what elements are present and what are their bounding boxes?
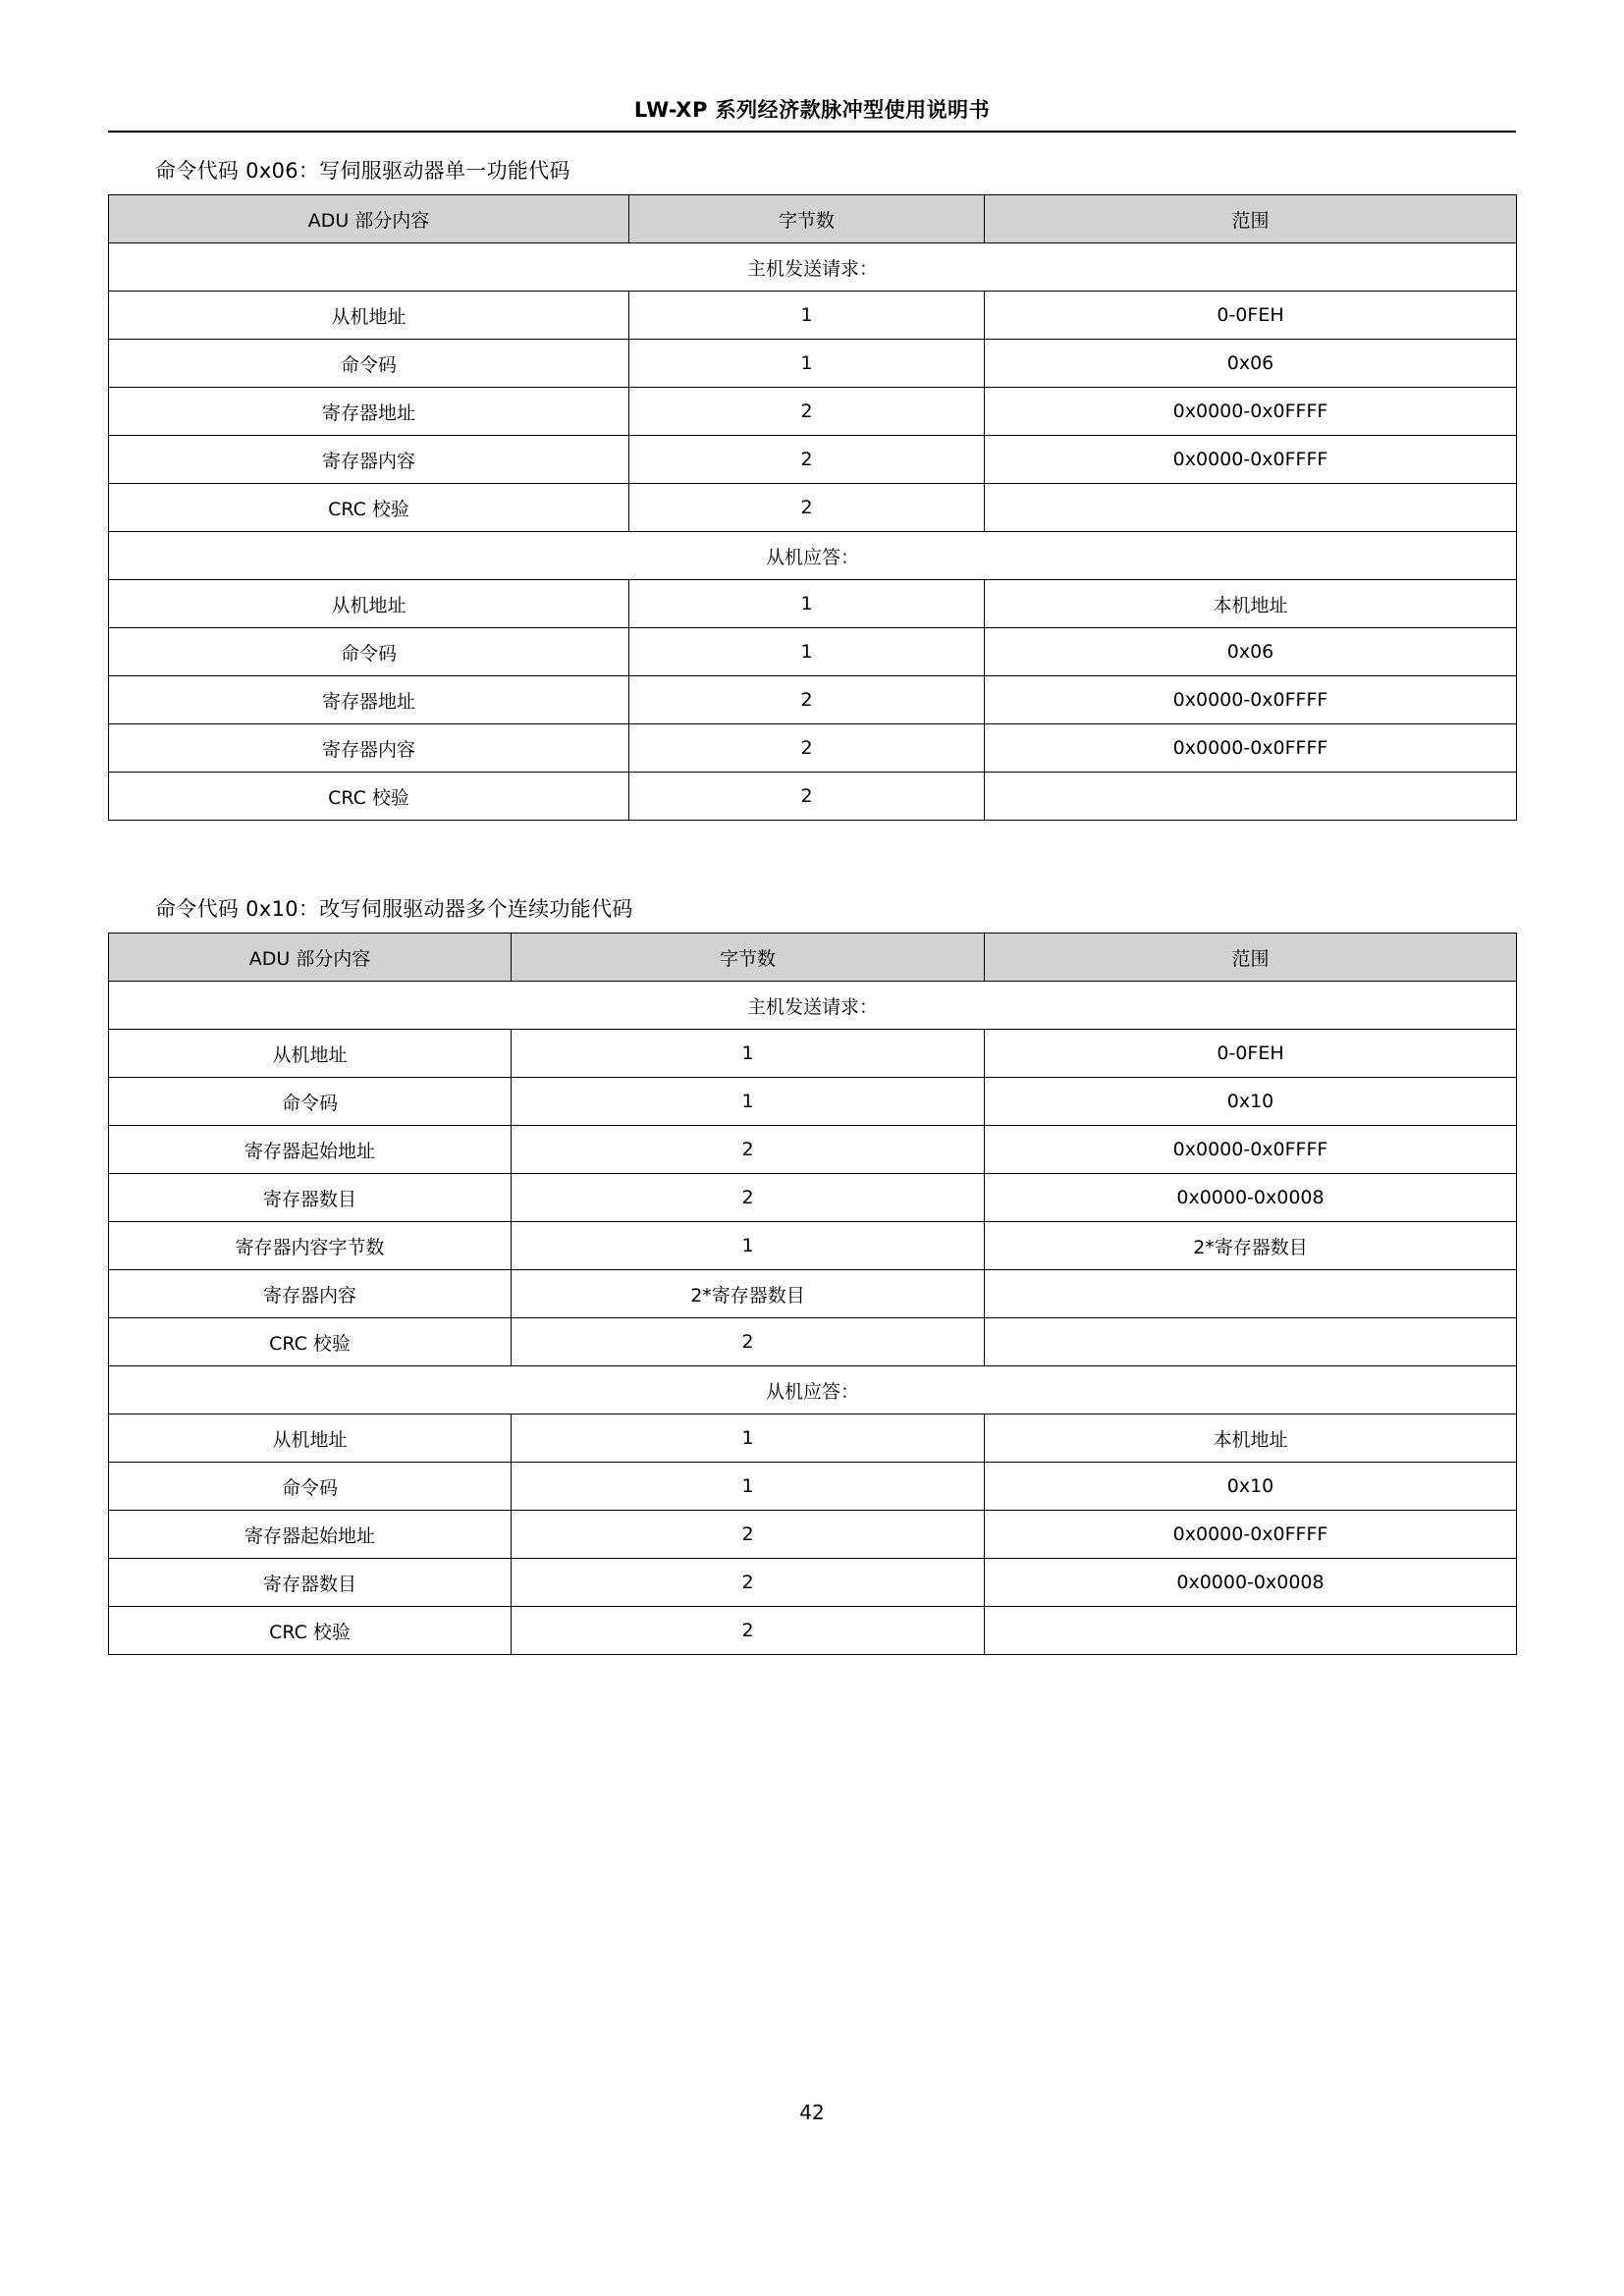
cell-adu: 寄存器地址	[109, 388, 629, 436]
modbus-table-0x06	[108, 194, 1517, 821]
cell-bytes: 1	[629, 580, 985, 628]
cell-range: 0x10	[985, 1078, 1517, 1126]
cell-adu: 寄存器起始地址	[109, 1126, 512, 1174]
cell-range: 0x06	[985, 628, 1517, 676]
cell-adu: 从机地址	[109, 292, 629, 340]
cell-adu: 寄存器地址	[109, 676, 629, 724]
cell-bytes: 2	[512, 1318, 985, 1366]
cell-adu: 从机地址	[109, 1415, 512, 1463]
table-row	[109, 1222, 1517, 1270]
cell-adu: 命令码	[109, 1078, 512, 1126]
page-content	[108, 147, 1516, 1655]
cell-adu: 从机地址	[109, 1030, 512, 1078]
cell-adu: 寄存器内容	[109, 436, 629, 484]
table-header-row	[109, 195, 1517, 243]
cell-adu: 寄存器内容	[109, 724, 629, 773]
cell-bytes: 2	[629, 676, 985, 724]
section-label-request: 主机发送请求：	[109, 982, 1517, 1030]
cell-adu: 寄存器起始地址	[109, 1511, 512, 1559]
cell-bytes: 2	[512, 1511, 985, 1559]
cell-range: 0x0000-0x0FFFF	[985, 676, 1517, 724]
cell-range: 0x0000-0x0FFFF	[985, 1511, 1517, 1559]
cell-bytes: 2	[512, 1607, 985, 1655]
table-row	[109, 628, 1517, 676]
table-section-row	[109, 243, 1517, 292]
section-label-request: 主机发送请求：	[109, 243, 1517, 292]
column-header-bytes: 字节数	[629, 195, 985, 243]
table-row	[109, 1463, 1517, 1511]
section-label-response: 从机应答：	[109, 1366, 1517, 1415]
cell-range: 本机地址	[985, 1415, 1517, 1463]
cell-range: 0x0000-0x0FFFF	[985, 724, 1517, 773]
column-header-adu: ADU 部分内容	[109, 195, 629, 243]
cell-bytes: 2	[512, 1559, 985, 1607]
table-row	[109, 1559, 1517, 1607]
cell-bytes: 2	[629, 773, 985, 821]
modbus-table-0x10	[108, 933, 1517, 1655]
table-caption-2: 命令代码 0x10：改写伺服驱动器多个连续功能代码	[155, 897, 633, 921]
cell-bytes: 2	[629, 484, 985, 532]
cell-range: 本机地址	[985, 580, 1517, 628]
cell-bytes: 2*寄存器数目	[512, 1270, 985, 1318]
cell-adu: 从机地址	[109, 580, 629, 628]
cell-range: 0x0000-0x0FFFF	[985, 436, 1517, 484]
cell-bytes: 2	[629, 436, 985, 484]
table-row	[109, 388, 1517, 436]
table-row	[109, 1270, 1517, 1318]
table-caption-1: 命令代码 0x06：写伺服驱动器单一功能代码	[155, 159, 570, 183]
cell-adu: CRC 校验	[109, 484, 629, 532]
page-number: 42	[799, 2101, 825, 2124]
table-row	[109, 1030, 1517, 1078]
column-header-adu: ADU 部分内容	[109, 934, 512, 982]
table-row	[109, 1415, 1517, 1463]
cell-range: 0x0000-0x0008	[985, 1559, 1517, 1607]
table-row	[109, 1607, 1517, 1655]
cell-range: 0-0FEH	[985, 1030, 1517, 1078]
cell-adu: 寄存器数目	[109, 1559, 512, 1607]
header-divider	[108, 131, 1516, 133]
cell-range: 0x0000-0x0008	[985, 1174, 1517, 1222]
cell-bytes: 2	[629, 388, 985, 436]
cell-adu: CRC 校验	[109, 773, 629, 821]
table-head	[109, 934, 1517, 982]
table-row	[109, 676, 1517, 724]
table-section-row	[109, 1366, 1517, 1415]
cell-range	[985, 1607, 1517, 1655]
table-row	[109, 484, 1517, 532]
cell-range: 0-0FEH	[985, 292, 1517, 340]
cell-bytes: 1	[512, 1078, 985, 1126]
page-header: LW-XP 系列经济款脉冲型使用说明书	[633, 98, 991, 122]
table-row	[109, 773, 1517, 821]
cell-bytes: 2	[629, 724, 985, 773]
cell-adu: 寄存器数目	[109, 1174, 512, 1222]
table-head	[109, 195, 1517, 243]
table-row	[109, 1078, 1517, 1126]
column-header-range: 范围	[985, 934, 1517, 982]
table-row	[109, 724, 1517, 773]
table-section-row	[109, 982, 1517, 1030]
section-label-response: 从机应答：	[109, 532, 1517, 580]
cell-bytes: 1	[629, 628, 985, 676]
cell-adu: 寄存器内容字节数	[109, 1222, 512, 1270]
table-row	[109, 1511, 1517, 1559]
table-row	[109, 580, 1517, 628]
cell-range: 0x10	[985, 1463, 1517, 1511]
cell-bytes: 1	[512, 1030, 985, 1078]
cell-range: 0x06	[985, 340, 1517, 388]
table-row	[109, 292, 1517, 340]
cell-bytes: 1	[512, 1463, 985, 1511]
cell-range: 2*寄存器数目	[985, 1222, 1517, 1270]
cell-range: 0x0000-0x0FFFF	[985, 388, 1517, 436]
table-section-row	[109, 532, 1517, 580]
cell-range	[985, 773, 1517, 821]
cell-adu: CRC 校验	[109, 1607, 512, 1655]
cell-adu: 命令码	[109, 1463, 512, 1511]
table-row	[109, 436, 1517, 484]
cell-adu: 寄存器内容	[109, 1270, 512, 1318]
table-row	[109, 340, 1517, 388]
table-header-row	[109, 934, 1517, 982]
table-row	[109, 1126, 1517, 1174]
cell-range	[985, 484, 1517, 532]
table-body	[109, 243, 1517, 821]
column-header-bytes: 字节数	[512, 934, 985, 982]
cell-bytes: 2	[512, 1126, 985, 1174]
cell-range: 0x0000-0x0FFFF	[985, 1126, 1517, 1174]
cell-adu: 命令码	[109, 340, 629, 388]
cell-bytes: 1	[629, 340, 985, 388]
table-body	[109, 982, 1517, 1655]
table-spacer	[108, 821, 1516, 885]
cell-adu: 命令码	[109, 628, 629, 676]
cell-adu: CRC 校验	[109, 1318, 512, 1366]
cell-bytes: 1	[629, 292, 985, 340]
cell-range	[985, 1318, 1517, 1366]
cell-bytes: 2	[512, 1174, 985, 1222]
cell-bytes: 1	[512, 1222, 985, 1270]
table-row	[109, 1318, 1517, 1366]
column-header-range: 范围	[985, 195, 1517, 243]
cell-bytes: 1	[512, 1415, 985, 1463]
cell-range	[985, 1270, 1517, 1318]
table-row	[109, 1174, 1517, 1222]
